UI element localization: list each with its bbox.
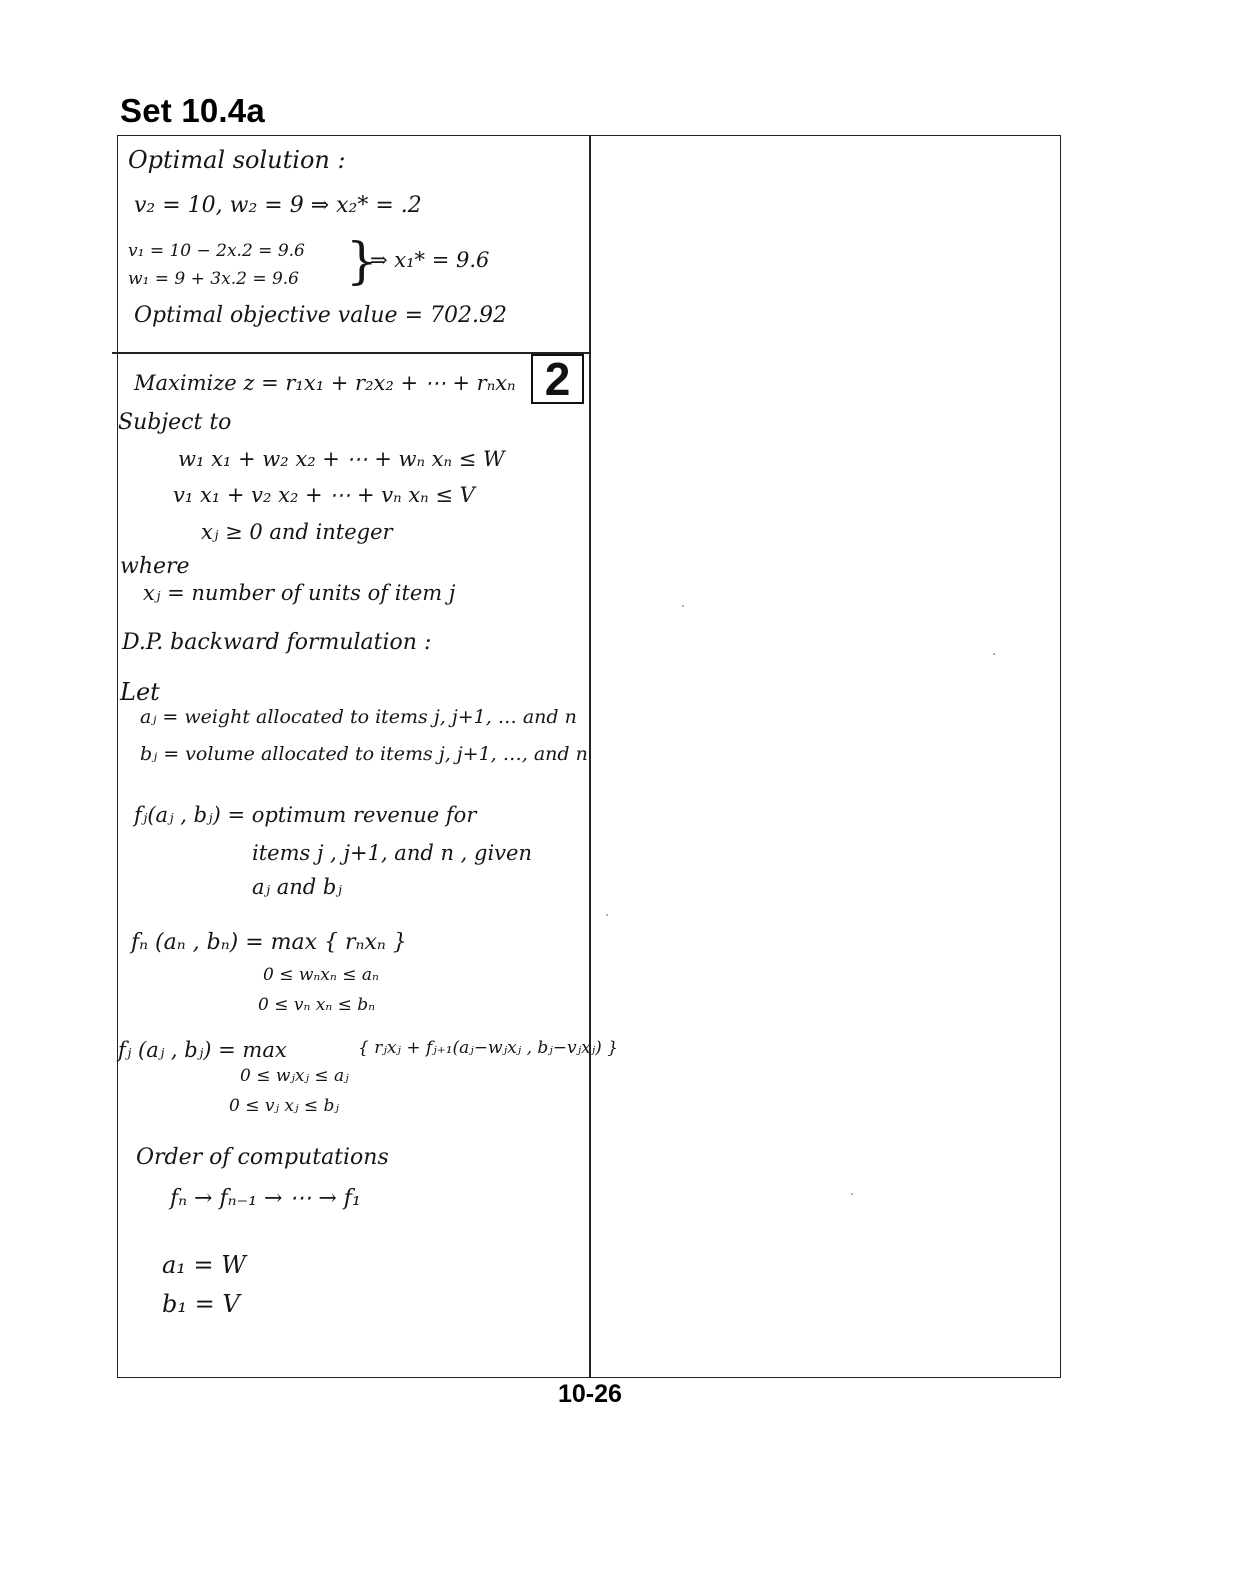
scan-speck <box>682 605 684 607</box>
fn-weight-bound: 0 ≤ wₙxₙ ≤ aₙ <box>263 965 379 985</box>
fj-definition: fⱼ(aⱼ , bⱼ) = optimum revenue for <box>134 803 477 827</box>
volume-constraint: v₁ x₁ + v₂ x₂ + ⋯ + vₙ xₙ ≤ V <box>173 483 475 507</box>
let-label: Let <box>120 678 160 706</box>
order-heading: Order of computations <box>136 1145 389 1170</box>
column-divider <box>589 135 591 1378</box>
fj-recursion-body: { rⱼxⱼ + fⱼ₊₁(aⱼ−wⱼxⱼ , bⱼ−vⱼxⱼ) } <box>358 1038 619 1058</box>
fj-definition-cont: items j , j+1, and n , given <box>252 841 532 865</box>
solution-line-x1: ⇒ x₁* = 9.6 <box>370 248 490 272</box>
subject-to-label: Subject to <box>118 410 232 435</box>
objective-function: Maximize z = r₁x₁ + r₂x₂ + ⋯ + rₙxₙ <box>134 371 516 395</box>
aj-definition: aⱼ = weight allocated to items j, j+1, … and n <box>140 706 577 728</box>
optimal-solution-heading: Optimal solution : <box>128 146 346 174</box>
fj-volume-bound: 0 ≤ vⱼ xⱼ ≤ bⱼ <box>229 1096 339 1116</box>
problem-number-badge: 2 <box>531 354 584 404</box>
scan-speck <box>606 914 608 916</box>
page-number: 10-26 <box>558 1380 622 1408</box>
integrality-constraint: xⱼ ≥ 0 and integer <box>201 520 393 544</box>
computation-order: fₙ → fₙ₋₁ → ⋯ → f₁ <box>170 1186 361 1211</box>
fj-definition-given: aⱼ and bⱼ <box>252 875 342 899</box>
a1-initial: a₁ = W <box>162 1251 246 1279</box>
scan-speck <box>851 1193 853 1195</box>
xj-definition: xⱼ = number of units of item j <box>143 581 456 605</box>
bj-definition: bⱼ = volume allocated to items j, j+1, …, and n <box>140 743 588 765</box>
right-brace: } <box>346 232 378 290</box>
fn-recursion: fₙ (aₙ , bₙ) = max { rₙxₙ } <box>131 930 407 955</box>
scan-speck <box>993 653 995 655</box>
section-divider <box>112 352 589 354</box>
where-label: where <box>120 554 190 579</box>
fj-recursion: fⱼ (aⱼ , bⱼ) = max <box>118 1038 287 1062</box>
solution-line-v2-w2: v₂ = 10, w₂ = 9 ⇒ x₂* = .2 <box>134 193 422 218</box>
dp-formulation-heading: D.P. backward formulation : <box>122 630 432 655</box>
fn-volume-bound: 0 ≤ vₙ xₙ ≤ bₙ <box>258 995 376 1015</box>
optimal-objective-line: Optimal objective value = 702.92 <box>134 303 507 328</box>
solution-line-w1: w₁ = 9 + 3x.2 = 9.6 <box>128 269 299 289</box>
fj-weight-bound: 0 ≤ wⱼxⱼ ≤ aⱼ <box>240 1066 349 1086</box>
b1-initial: b₁ = V <box>162 1290 240 1318</box>
weight-constraint: w₁ x₁ + w₂ x₂ + ⋯ + wₙ xₙ ≤ W <box>178 447 505 471</box>
page-title: Set 10.4a <box>120 92 265 129</box>
solution-line-v1: v₁ = 10 − 2x.2 = 9.6 <box>128 241 305 261</box>
